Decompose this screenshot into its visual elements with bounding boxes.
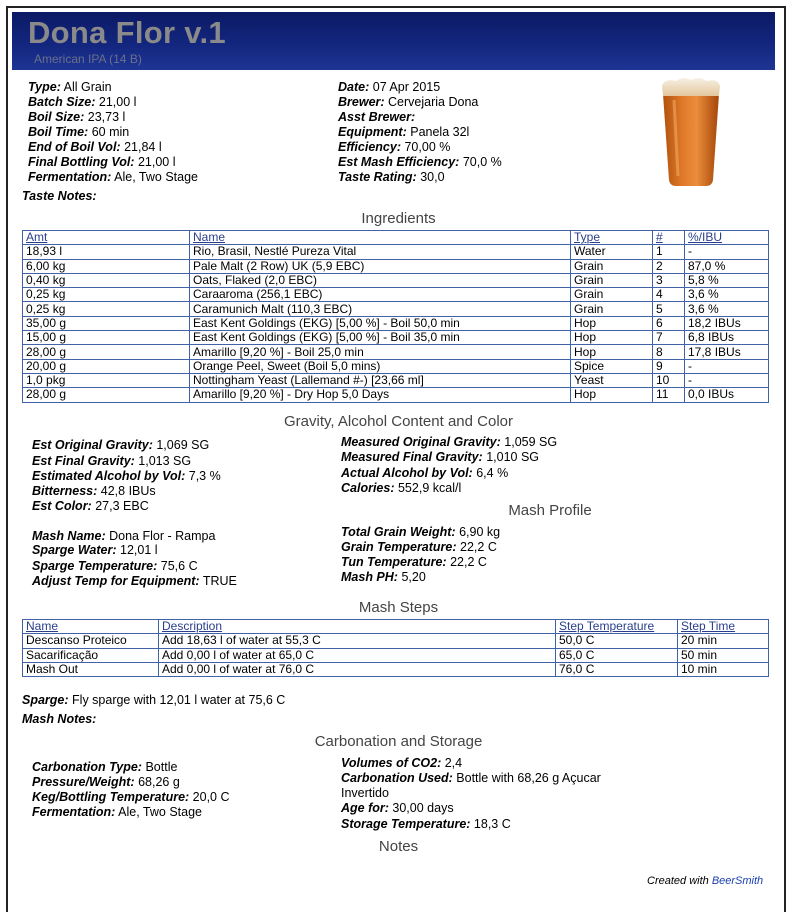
gravity-field: Calories: 552,9 kcal/l [341,481,462,495]
cell: 28,00 g [23,388,190,402]
gravity-field: Measured Original Gravity: 1,059 SG [341,435,558,449]
gravity-field: Est Final Gravity: 1,013 SG [32,454,192,468]
cell: Grain [571,273,653,287]
mash-field: Sparge Temperature: 75,6 C [32,559,198,573]
gravity-field: Bitterness: 42,8 IBUs [32,484,156,498]
cell: 5 [653,302,685,316]
table-row [23,302,769,316]
cell: Grain [571,288,653,302]
info-field: Equipment: Panela 32l [338,125,470,139]
cell: 10 min [678,662,769,676]
info-field: Fermentation: Ale, Two Stage [28,170,198,184]
mash-steps-table [22,619,769,677]
info-field: Date: 07 Apr 2015 [338,80,441,94]
cell: 76,0 C [556,662,678,676]
ingredients-table [22,230,769,403]
column-header: %/IBU [685,231,769,245]
cell: Mash Out [23,662,159,676]
cell: 1,0 pkg [23,373,190,387]
brand-link[interactable]: BeerSmith [711,875,764,887]
cell: 18,93 l [23,245,190,259]
cell: - [685,359,769,373]
cell: 18,2 IBUs [685,316,769,330]
mash-notes: Mash Notes: [22,712,97,726]
cell: East Kent Goldings (EKG) [5,00 %] - Boil 50,0 min [190,316,571,330]
footer-credit [647,875,763,887]
cell: 3 [653,273,685,287]
gravity-field: Estimated Alcohol by Vol: 7,3 % [32,469,221,483]
cell: 2 [653,259,685,273]
column-header: Step Temperature [556,620,678,634]
info-field: Asst Brewer: [338,110,416,124]
cell: 20 min [678,634,769,648]
cell: 65,0 C [556,648,678,662]
mash-field: Adjust Temp for Equipment: TRUE [32,574,237,588]
info-field: Boil Time: 60 min [28,125,130,139]
mash-field: Sparge Water: 12,01 l [32,543,158,557]
cell: 3,6 % [685,288,769,302]
cell: 6,00 kg [23,259,190,273]
info-field: Boil Size: 23,73 l [28,110,126,124]
cell: Caramunich Malt (110,3 EBC) [190,302,571,316]
carbonation-field: Carbonation Used: Bottle with 68,26 g Açucar [341,771,601,785]
cell: Hop [571,345,653,359]
info-field: End of Boil Vol: 21,84 l [28,140,162,154]
cell: 4 [653,288,685,302]
cell: Grain [571,259,653,273]
mash-steps-title: Mash Steps [358,599,439,616]
column-header: Name [190,231,571,245]
cell: Add 0,00 l of water at 76,0 C [159,662,556,676]
carbonation-field: Age for: 30,00 days [341,801,454,815]
table-row [23,331,769,345]
table-row [23,373,769,387]
cell: 9 [653,359,685,373]
taste-notes: Taste Notes: [22,189,97,203]
info-field: Efficiency: 70,00 % [338,140,451,154]
gravity-field: Est Original Gravity: 1,069 SG [32,438,210,452]
info-field: Type: All Grain [28,80,112,94]
cell: 0,0 IBUs [685,388,769,402]
cell: Add 18,63 l of water at 55,3 C [159,634,556,648]
column-header: Type [571,231,653,245]
cell: 7 [653,331,685,345]
mash-profile-title: Mash Profile [508,502,592,519]
cell: - [685,245,769,259]
cell: Amarillo [9,20 %] - Boil 25,0 min [190,345,571,359]
table-row [23,273,769,287]
cell: 0,40 kg [23,273,190,287]
footer-prefix: Created with [647,875,712,887]
beer-glass-icon [660,76,722,188]
cell: Pale Malt (2 Row) UK (5,9 EBC) [190,259,571,273]
cell: Caraaroma (256,1 EBC) [190,288,571,302]
cell: 3,6 % [685,302,769,316]
cell: 11 [653,388,685,402]
mash-field: Mash PH: 5,20 [341,570,426,584]
cell: Nottingham Yeast (Lallemand #-) [23,66 ml] [190,373,571,387]
table-row [23,648,769,662]
carbonation-title: Carbonation and Storage [314,733,483,750]
cell: Descanso Proteico [23,634,159,648]
column-header: Amt [23,231,190,245]
column-header: Name [23,620,159,634]
recipe-style: American IPA (14 B) [34,52,142,66]
cell: 10 [653,373,685,387]
cell: Water [571,245,653,259]
carbonation-field: Keg/Bottling Temperature: 20,0 C [32,790,230,804]
mash-field: Total Grain Weight: 6,90 kg [341,525,501,539]
carbonation-field: Storage Temperature: 18,3 C [341,817,511,831]
cell: - [685,373,769,387]
cell: Amarillo [9,20 %] - Dry Hop 5,0 Days [190,388,571,402]
cell: East Kent Goldings (EKG) [5,00 %] - Boil 35,0 min [190,331,571,345]
table-header-row [23,231,769,245]
cell: 8 [653,345,685,359]
cell: Grain [571,302,653,316]
cell: 50 min [678,648,769,662]
table-row [23,316,769,330]
cell: 6 [653,316,685,330]
cell: Hop [571,388,653,402]
mash-field: Mash Name: Dona Flor - Rampa [32,529,216,543]
table-row [23,662,769,676]
info-field: Taste Rating: 30,0 [338,170,445,184]
carbonation-field: Pressure/Weight: 68,26 g [32,775,180,789]
recipe-title: Dona Flor v.1 [28,15,226,50]
gravity-title: Gravity, Alcohol Content and Color [283,413,513,430]
table-row [23,634,769,648]
gravity-field: Actual Alcohol by Vol: 6,4 % [341,466,509,480]
column-header: # [653,231,685,245]
carbonation-field: Carbonation Type: Bottle [32,760,178,774]
table-row [23,259,769,273]
table-row [23,345,769,359]
cell: Add 0,00 l of water at 65,0 C [159,648,556,662]
carbonation-field: Fermentation: Ale, Two Stage [32,805,202,819]
cell: Orange Peel, Sweet (Boil 5,0 mins) [190,359,571,373]
cell: Oats, Flaked (2,0 EBC) [190,273,571,287]
cell: 6,8 IBUs [685,331,769,345]
cell: 0,25 kg [23,288,190,302]
column-header: Description [159,620,556,634]
table-row [23,359,769,373]
sparge-line: Sparge: Fly sparge with 12,01 l water at 75,6 C [22,693,286,707]
carbonation-field: Volumes of CO2: 2,4 [341,756,463,770]
gravity-field: Measured Final Gravity: 1,010 SG [341,450,540,464]
cell: 1 [653,245,685,259]
cell: Yeast [571,373,653,387]
ingredients-title: Ingredients [361,210,436,227]
mash-field: Grain Temperature: 22,2 C [341,540,497,554]
notes-title: Notes [378,838,419,855]
recipe-header [12,12,775,70]
cell: 20,00 g [23,359,190,373]
carbonation-field: Invertido [341,786,389,800]
cell: 15,00 g [23,331,190,345]
cell: 87,0 % [685,259,769,273]
cell: 17,8 IBUs [685,345,769,359]
table-row [23,245,769,259]
table-row [23,388,769,402]
cell: Hop [571,331,653,345]
table-header-row [23,620,769,634]
gravity-field: Est Color: 27,3 EBC [32,499,149,513]
info-field: Batch Size: 21,00 l [28,95,137,109]
column-header: Step Time [678,620,769,634]
cell: Spice [571,359,653,373]
mash-field: Tun Temperature: 22,2 C [341,555,487,569]
info-field: Brewer: Cervejaria Dona [338,95,479,109]
cell: 50,0 C [556,634,678,648]
cell: 0,25 kg [23,302,190,316]
cell: Hop [571,316,653,330]
cell: 28,00 g [23,345,190,359]
table-row [23,288,769,302]
info-field: Est Mash Efficiency: 70,0 % [338,155,502,169]
info-field: Final Bottling Vol: 21,00 l [28,155,176,169]
cell: 5,8 % [685,273,769,287]
cell: 35,00 g [23,316,190,330]
cell: Sacarificação [23,648,159,662]
cell: Rio, Brasil, Nestlé Pureza Vital [190,245,571,259]
